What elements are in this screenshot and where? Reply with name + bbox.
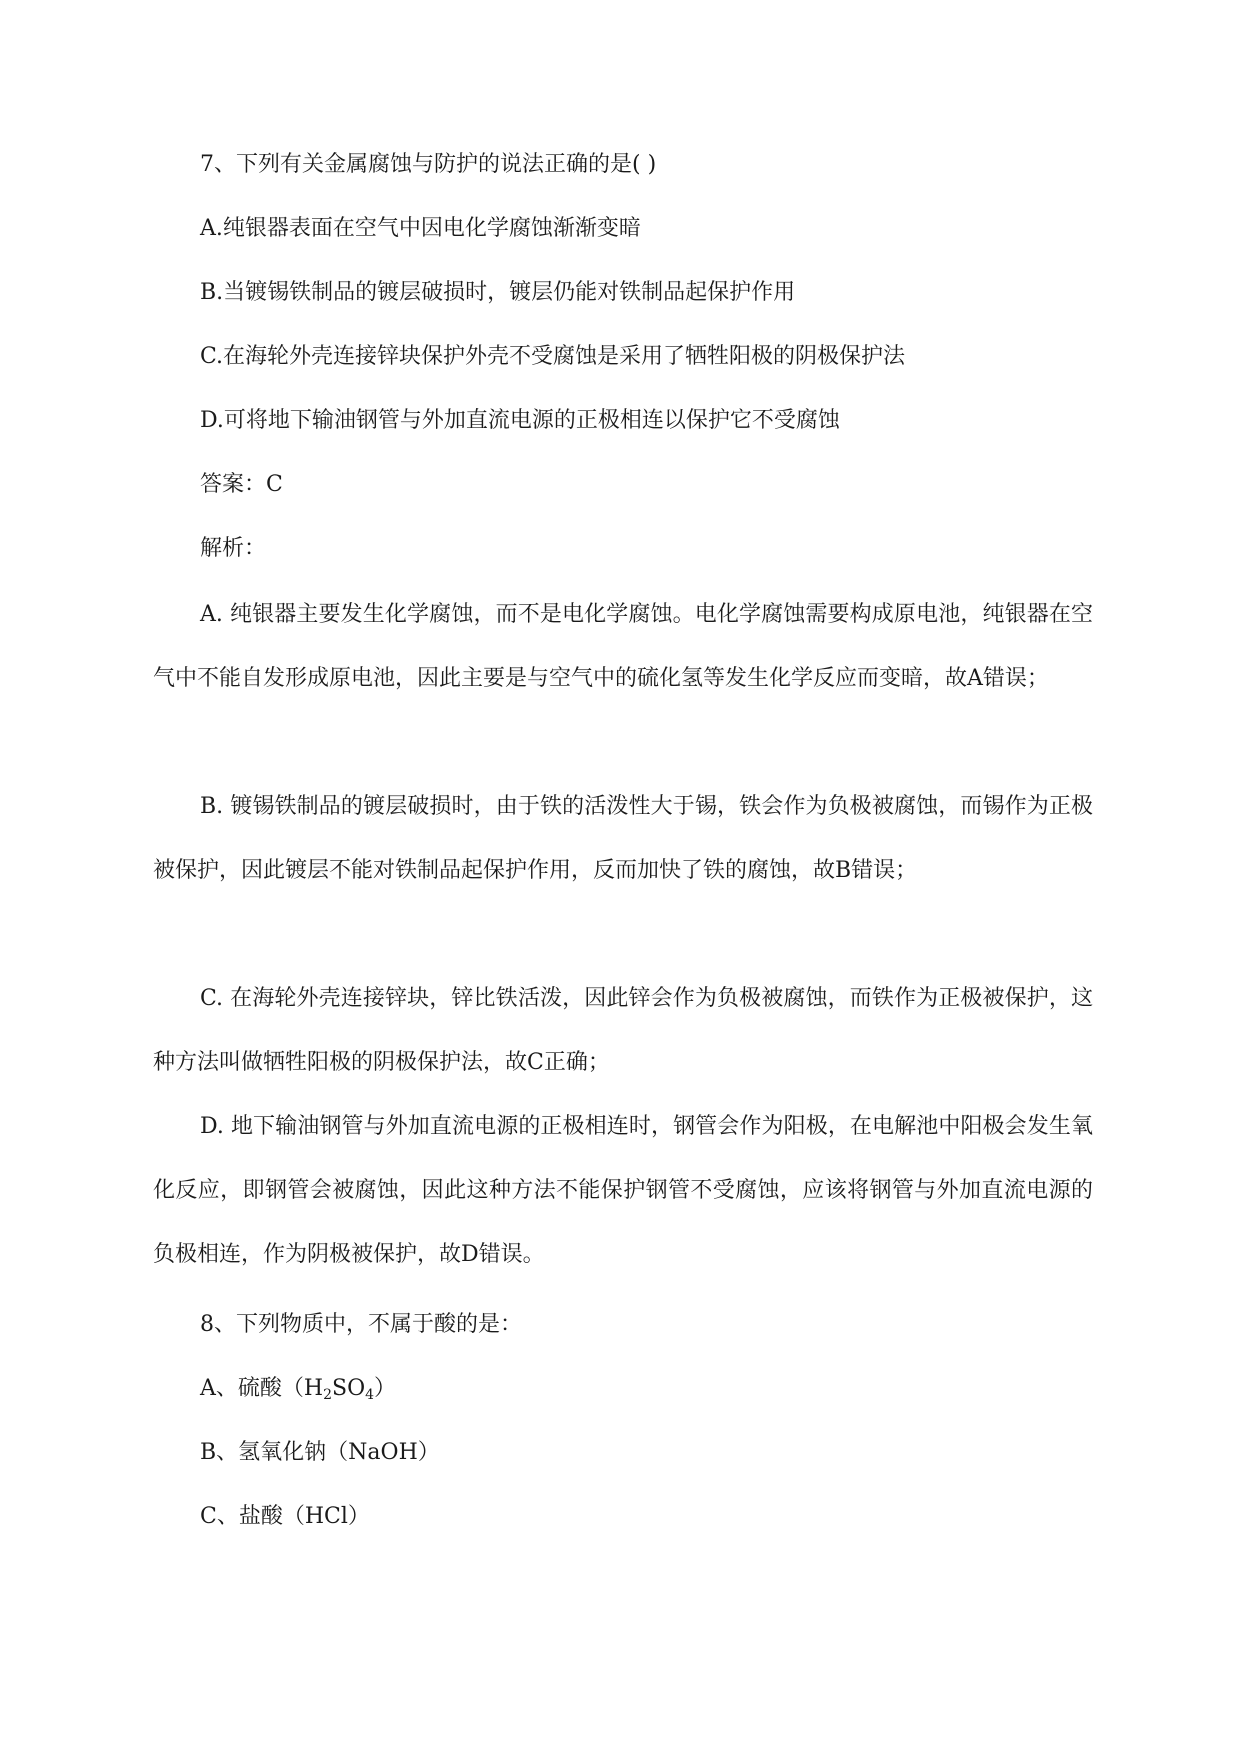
- analysis-paragraph-b: B. 镀锡铁制品的镀层破损时，由于铁的活泼性大于锡，铁会作为负极被腐蚀，而锡作为正极被保护，因此镀层不能对铁制品起保护作用，反而加快了铁的腐蚀，故B错误；: [153, 794, 1093, 883]
- question-8-option-a: [200, 1374, 396, 1404]
- question-8-option-b: B、氢氧化钠（NaOH）: [200, 1440, 440, 1465]
- question-7-analysis-label: 解析：: [200, 536, 267, 561]
- analysis-paragraph-c: C. 在海轮外壳连接锌块，锌比铁活泼，因此锌会作为负极被腐蚀，而铁作为正极被保护，这种方法叫做牺牲阳极的阴极保护法，故C正确；: [153, 986, 1093, 1075]
- question-7-option-d: D.可将地下输油钢管与外加直流电源的正极相连以保护它不受腐蚀: [200, 408, 840, 433]
- option-a-suffix: ）: [374, 1376, 397, 1401]
- question-7-answer: 答案：C: [200, 472, 283, 497]
- question-7-stem: 7、下列有关金属腐蚀与防护的说法正确的是( ): [200, 152, 657, 177]
- question-7-option-c: C.在海轮外壳连接锌块保护外壳不受腐蚀是采用了牺牲阳极的阴极保护法: [200, 344, 906, 369]
- option-a-prefix: A、硫酸（H: [200, 1376, 324, 1401]
- question-7-option-a: A.纯银器表面在空气中因电化学腐蚀渐渐变暗: [200, 216, 641, 241]
- question-8-option-c: C、盐酸（HCl）: [200, 1504, 370, 1529]
- question-7-option-b: B.当镀锡铁制品的镀层破损时，镀层仍能对铁制品起保护作用: [200, 280, 796, 305]
- question-8-stem: 8、下列物质中，不属于酸的是：: [200, 1312, 522, 1337]
- analysis-paragraph-d: D. 地下输油钢管与外加直流电源的正极相连时，钢管会作为阳极，在电解池中阳极会发生氧化反应，即钢管会被腐蚀，因此这种方法不能保护钢管不受腐蚀，应该将钢管与外加直流电源的负极相连，作为阴极被保护，故D错误。: [153, 1114, 1093, 1267]
- option-a-subscript-2: 2: [323, 1387, 332, 1403]
- option-a-subscript-4: 4: [365, 1387, 375, 1403]
- option-a-mid: SO: [332, 1376, 366, 1401]
- analysis-paragraph-a: A. 纯银器主要发生化学腐蚀，而不是电化学腐蚀。电化学腐蚀需要构成原电池，纯银器在空气中不能自发形成原电池，因此主要是与空气中的硫化氢等发生化学反应而变暗，故A错误；: [153, 602, 1093, 691]
